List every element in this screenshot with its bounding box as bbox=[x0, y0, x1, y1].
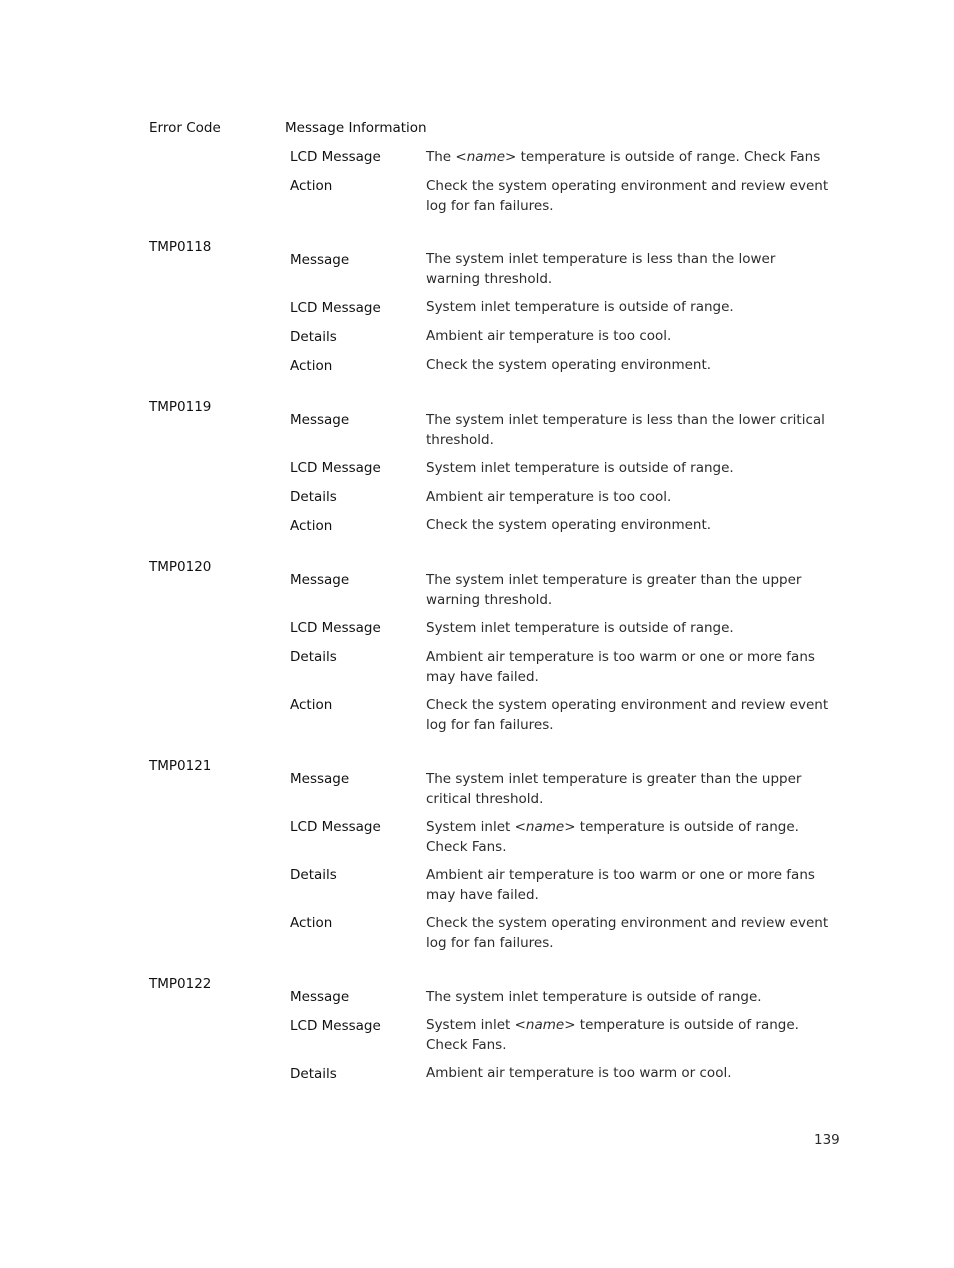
row-label: Details bbox=[290, 1066, 337, 1082]
row-value: The system inlet temperature is greater than the upper warning threshold. bbox=[426, 572, 802, 608]
error-code: TMP0119 bbox=[149, 399, 212, 415]
row-value: The system inlet temperature is greater than the upper critical threshold. bbox=[426, 771, 802, 807]
row-label: Action bbox=[290, 697, 333, 713]
row-label: Details bbox=[290, 649, 337, 665]
row-value: Check the system operating environment. bbox=[426, 517, 712, 533]
row-label: LCD Message bbox=[290, 149, 381, 165]
row-value: Ambient air temperature is too cool. bbox=[426, 328, 672, 344]
row-label: Action bbox=[290, 358, 333, 374]
row-value: Check the system operating environment. bbox=[426, 357, 712, 373]
row-label: Message bbox=[290, 412, 350, 428]
error-code: TMP0118 bbox=[149, 239, 212, 255]
error-code: TMP0122 bbox=[149, 976, 212, 992]
row-label: Details bbox=[290, 489, 337, 505]
row-label: Details bbox=[290, 867, 337, 883]
row-label: LCD Message bbox=[290, 300, 381, 316]
row-value: System inlet <name> temperature is outside of range. Check Fans. bbox=[426, 1017, 799, 1053]
row-value: Ambient air temperature is too warm or one or more fans may have failed. bbox=[426, 867, 815, 903]
row-value: Ambient air temperature is too warm or one or more fans may have failed. bbox=[426, 649, 815, 685]
error-code: TMP0121 bbox=[149, 758, 212, 774]
row-value: System inlet temperature is outside of range. bbox=[426, 460, 734, 476]
row-label: Details bbox=[290, 329, 337, 345]
row-label: LCD Message bbox=[290, 1018, 381, 1034]
error-code: TMP0120 bbox=[149, 559, 212, 575]
row-label: Action bbox=[290, 178, 333, 194]
row-label: Message bbox=[290, 771, 350, 787]
page-number: 139 bbox=[814, 1132, 840, 1148]
row-value: The system inlet temperature is outside of range. bbox=[426, 989, 762, 1005]
row-label: Action bbox=[290, 915, 333, 931]
row-value: System inlet <name> temperature is outside of range. Check Fans. bbox=[426, 819, 799, 855]
row-value: Check the system operating environment and review event log for fan failures. bbox=[426, 915, 829, 951]
header-error-code: Error Code bbox=[149, 120, 221, 136]
row-label: LCD Message bbox=[290, 460, 381, 476]
row-value: Check the system operating environment and review event log for fan failures. bbox=[426, 697, 829, 733]
row-value: The <name> temperature is outside of range. Check Fans bbox=[426, 149, 821, 165]
row-label: LCD Message bbox=[290, 620, 381, 636]
row-value: Ambient air temperature is too cool. bbox=[426, 489, 672, 505]
row-label: Message bbox=[290, 989, 350, 1005]
row-value: Check the system operating environment and review event log for fan failures. bbox=[426, 178, 829, 214]
row-value: Ambient air temperature is too warm or cool. bbox=[426, 1065, 732, 1081]
row-value: The system inlet temperature is less than the lower critical threshold. bbox=[426, 412, 825, 448]
header-message-information: Message Information bbox=[285, 120, 427, 136]
row-label: Message bbox=[290, 572, 350, 588]
row-value: System inlet temperature is outside of range. bbox=[426, 299, 734, 315]
row-value: The system inlet temperature is less than the lower warning threshold. bbox=[426, 251, 776, 287]
row-value: System inlet temperature is outside of range. bbox=[426, 620, 734, 636]
row-label: LCD Message bbox=[290, 819, 381, 835]
row-label: Action bbox=[290, 518, 333, 534]
row-label: Message bbox=[290, 252, 350, 268]
